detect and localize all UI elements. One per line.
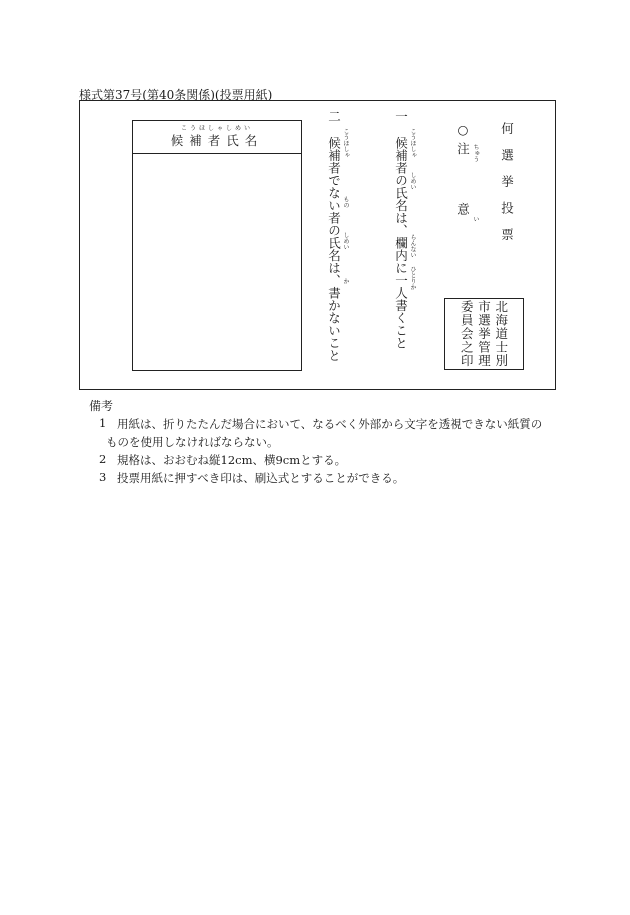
candidate-name-field[interactable]: [132, 120, 302, 371]
ballot-title: 何選挙投票: [499, 122, 515, 255]
rule-1: [394, 110, 407, 349]
rule-2-text: 候補者でない者の氏名は、書かないこと: [326, 136, 342, 362]
rule-1-number: 一: [393, 110, 409, 123]
rule-2-ruby-mono: もの: [342, 196, 349, 208]
rule-1-ruby-rannai: らんない: [409, 234, 416, 258]
notice-ruby-i: い: [472, 216, 479, 222]
notice-mark: ○: [455, 122, 471, 138]
notice-heading: [456, 122, 469, 263]
remarks-title: 備考: [89, 399, 114, 413]
remark-1-line-2: ものを使用しなければならない。: [106, 435, 279, 449]
candidate-label-ruby: こうほしゃしめい: [180, 125, 253, 132]
rule-2: [327, 110, 340, 362]
remark-2-number: 2: [99, 452, 107, 466]
remark-3-text: 投票用紙に押すべき印は、刷込式とすることができる。: [117, 471, 405, 485]
remark-1-line-1: 用紙は、折りたたんだ場合において、なるべく外部から文字を透視できない紙質の: [117, 417, 543, 431]
rule-1-ruby-kouhosha: こうほしゃ: [409, 128, 416, 158]
rule-2-ruby-shimei: しめい: [342, 232, 349, 250]
issuer-stamp-text: [458, 300, 510, 368]
rule-2-ruby-kouhosha: こうほしゃ: [342, 128, 349, 158]
rule-2-ruby-ka: か: [342, 278, 349, 284]
issuer-line-3: 委員会之印: [459, 300, 475, 368]
remark-2-text: 規格は、おおむね縦12cm、横9cmとする。: [117, 453, 347, 467]
notice-ruby-chuu: ちゅう: [472, 144, 479, 162]
rule-2-number: 二: [326, 110, 342, 123]
candidate-label: 候補者氏名: [170, 133, 264, 148]
rule-1-text: 候補者の氏名は、欄内に一人書くこと: [393, 136, 409, 349]
form-heading: 様式第37号(第40条関係)(投票用紙): [79, 88, 273, 102]
remark-3-number: 3: [99, 470, 107, 484]
remark-1-number: 1: [99, 416, 107, 430]
issuer-line-1: 北海道士別: [493, 300, 509, 368]
rule-1-ruby-hitorika: ひとりか: [409, 266, 416, 290]
notice-label: 注意: [455, 142, 471, 263]
issuer-line-2: 市選挙管理: [476, 300, 492, 368]
rule-1-ruby-shimei: しめい: [409, 172, 416, 190]
